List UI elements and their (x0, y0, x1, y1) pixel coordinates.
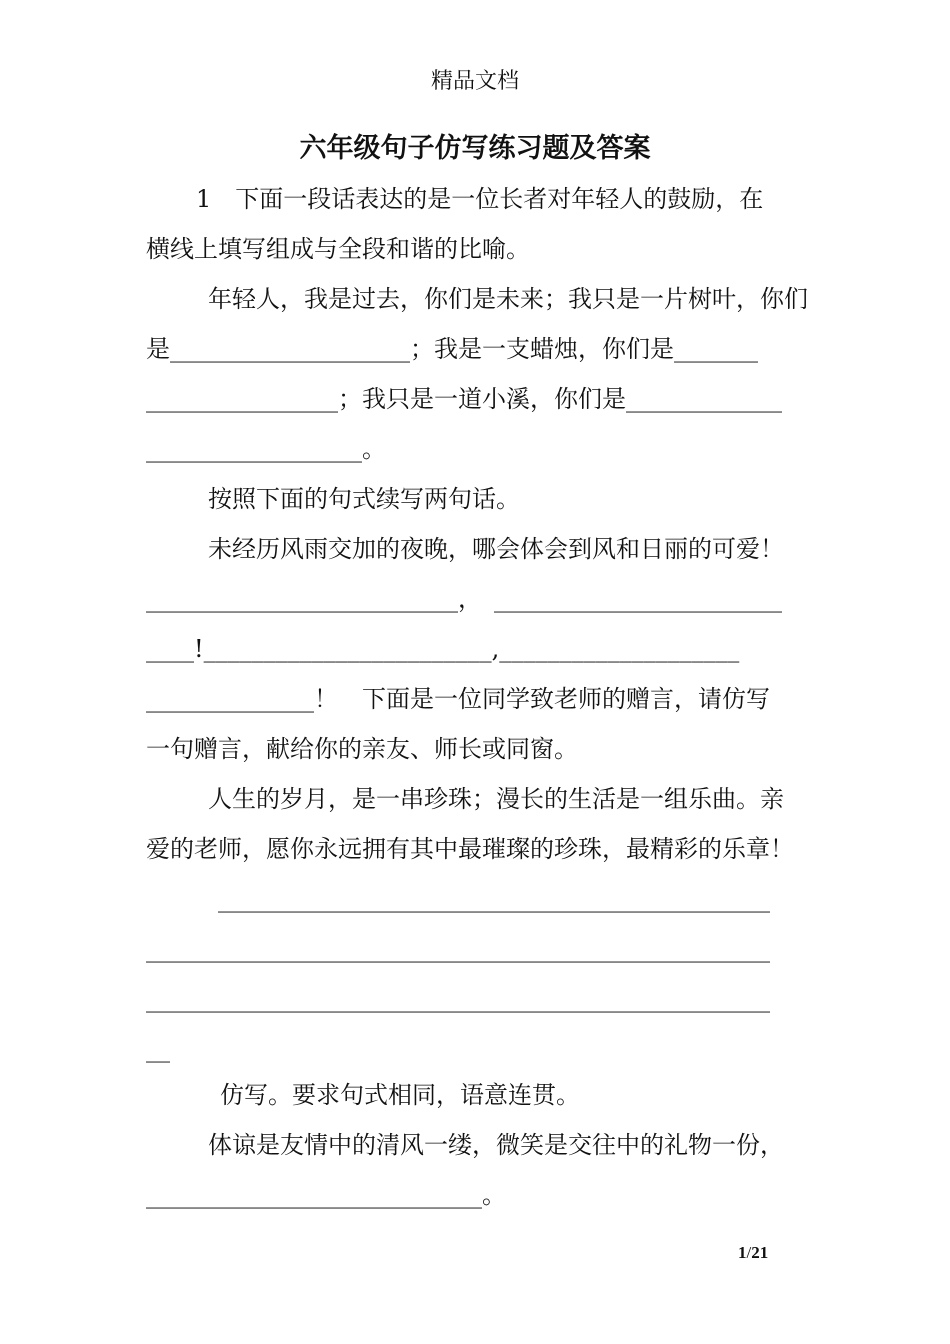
text-line: ____________________________________________________ (146, 935, 770, 963)
text-line: ____!________________________,____________________ (146, 635, 740, 663)
page-total: 21 (751, 1243, 769, 1262)
page-separator: / (746, 1243, 752, 1262)
text-line: __________________________， ________________________ (146, 585, 782, 613)
page-current: 1 (738, 1243, 747, 1262)
text-line: 体谅是友情中的清风一缕，微笑是交往中的礼物一份， (208, 1131, 784, 1159)
text-line: 人生的岁月，是一串珍珠；漫长的生活是一组乐曲。亲 (208, 785, 784, 813)
text-line: 未经历风雨交加的夜晚，哪会体会到风和日丽的可爱！ (208, 535, 784, 563)
page-number (738, 1243, 768, 1263)
text-line: ____________________________________________________ (146, 985, 770, 1013)
text-line: ____________________________。 (146, 1181, 506, 1209)
text-line: 年轻人，我是过去，你们是未来；我只是一片树叶，你们 (208, 285, 808, 313)
document-title: 六年级句子仿写练习题及答案 (299, 133, 651, 164)
text-line: 爱的老师，愿你永远拥有其中最璀璨的珍珠，最精彩的乐章！ (146, 835, 794, 863)
text-line: 横线上填写组成与全段和谐的比喻。 (146, 235, 530, 263)
page-header-label: 精品文档 (430, 69, 519, 94)
text-line: 一句赠言，献给你的亲友、师长或同窗。 (146, 735, 578, 763)
text-line: 仿写。要求句式相同，语意连贯。 (220, 1081, 580, 1109)
text-line: 1 下面一段话表达的是一位长者对年轻人的鼓励，在 (196, 185, 764, 213)
text-line: __ (146, 1035, 170, 1063)
text-line: ______________________________________________ (218, 885, 770, 913)
text-line: 是____________________；我是一支蜡烛，你们是_______ (146, 335, 758, 363)
text-line: ______________！ 下面是一位同学致老师的赠言，请仿写 (146, 685, 770, 713)
text-line: 按照下面的句式续写两句话。 (208, 485, 520, 513)
text-line: __________________。 (146, 435, 386, 463)
text-line: ________________；我只是一道小溪，你们是_____________ (146, 385, 782, 413)
